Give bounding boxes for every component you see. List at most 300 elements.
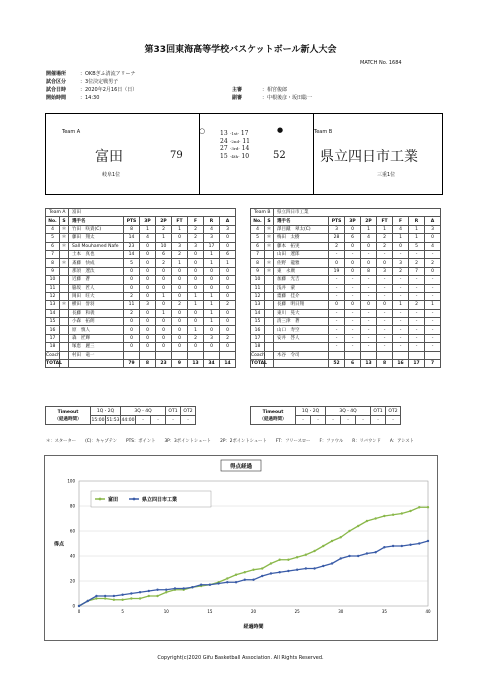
- cell: 0: [172, 343, 188, 351]
- cell: -: [329, 326, 345, 334]
- cell: 0: [156, 343, 172, 351]
- cell: 6: [46, 242, 60, 250]
- cell: [60, 326, 69, 334]
- cell: -: [393, 309, 409, 317]
- cell: -: [329, 334, 345, 342]
- team-a-name: 富田: [95, 149, 123, 165]
- cell: 14: [251, 309, 265, 317]
- team-b-total: 52: [273, 150, 286, 161]
- cell: -: [377, 343, 393, 351]
- cell: -: [425, 309, 441, 317]
- cell: -: [361, 276, 377, 284]
- data-point: [278, 559, 280, 561]
- cell: 0: [377, 259, 393, 267]
- cell: [172, 351, 188, 359]
- cell: 23: [124, 242, 140, 250]
- cell: [265, 326, 274, 334]
- data-point: [139, 591, 141, 593]
- timeout-header: [251, 407, 401, 416]
- cell: 0: [220, 326, 236, 334]
- cell: 2: [156, 259, 172, 267]
- cell: 34: [204, 360, 220, 368]
- data-point: [235, 581, 237, 583]
- cell: 0: [172, 326, 188, 334]
- cell: No.: [46, 217, 60, 225]
- cell: 0: [345, 267, 361, 275]
- table-title-row: [46, 209, 236, 217]
- cell: 清三津 蒼: [274, 318, 329, 326]
- cell: 5: [409, 242, 425, 250]
- cell: -: [345, 318, 361, 326]
- data-point: [235, 574, 237, 576]
- cell: ＊: [60, 301, 69, 309]
- cell: 岡田 旺大: [69, 292, 124, 300]
- cell: -: [361, 284, 377, 292]
- cell: 0: [188, 284, 204, 292]
- data-point: [340, 557, 342, 559]
- cell: 13: [251, 301, 265, 309]
- cell: 0: [220, 309, 236, 317]
- cell: [60, 318, 69, 326]
- cell: 0: [204, 267, 220, 275]
- cell: [265, 351, 274, 359]
- cell: 2: [188, 225, 204, 233]
- data-point: [156, 595, 158, 597]
- cell: 村田 竜一: [69, 351, 124, 359]
- data-point: [392, 545, 394, 547]
- cell: 0: [377, 301, 393, 309]
- data-point: [200, 584, 202, 586]
- cell: 東 永廣: [274, 267, 329, 275]
- timeout-cell: 15:00: [91, 417, 105, 423]
- cell: 3: [220, 225, 236, 233]
- table-row: [46, 301, 236, 309]
- venue-row: 開催場所 ：OKBぎふ清流アリーナ: [46, 71, 136, 77]
- timeout-col: OT1: [371, 407, 386, 416]
- cell: -: [409, 276, 425, 284]
- data-point: [366, 520, 368, 522]
- cell: 0: [156, 267, 172, 275]
- cell: -: [393, 343, 409, 351]
- cell: -: [329, 284, 345, 292]
- cell: [329, 351, 345, 359]
- cell: 0: [124, 343, 140, 351]
- x-tick-label: 30: [338, 609, 344, 614]
- cell: 6: [345, 234, 361, 242]
- data-point: [340, 536, 342, 538]
- cell: 0: [188, 259, 204, 267]
- data-point: [252, 579, 254, 581]
- cell: FT: [377, 217, 393, 225]
- cell: 長藤 和義: [69, 309, 124, 317]
- cell: 0: [220, 276, 236, 284]
- cell: 東川 晃大: [274, 309, 329, 317]
- cell: 1: [204, 309, 220, 317]
- cell: 2P: [361, 217, 377, 225]
- data-point: [270, 562, 272, 564]
- cell: [265, 292, 274, 300]
- data-point: [95, 597, 97, 599]
- table-row: [46, 292, 236, 300]
- cell: 6: [345, 360, 361, 368]
- cell: 1: [156, 234, 172, 242]
- cell: 1: [377, 225, 393, 233]
- cell: 0: [220, 234, 236, 242]
- cell: -: [377, 292, 393, 300]
- cell: 5: [46, 234, 60, 242]
- cell: 1: [156, 292, 172, 300]
- team-name: 県立四日市工業: [274, 209, 441, 217]
- cell: 0: [188, 250, 204, 258]
- table-row: [46, 242, 236, 250]
- data-point: [305, 554, 307, 556]
- header-row: [46, 217, 236, 225]
- cell: 1: [204, 301, 220, 309]
- chart-title: 得点経過: [229, 464, 253, 470]
- cell: [265, 284, 274, 292]
- table-row: [46, 276, 236, 284]
- x-axis-label: 経過時間: [243, 624, 264, 630]
- table-row: [251, 301, 441, 309]
- cell: -: [345, 326, 361, 334]
- cell: [393, 351, 409, 359]
- cell: -: [425, 292, 441, 300]
- cell: 0: [124, 326, 140, 334]
- cell: 14: [220, 360, 236, 368]
- cell: 8: [140, 360, 156, 368]
- x-tick-label: 35: [381, 609, 387, 614]
- cell: 0: [329, 259, 345, 267]
- cell: FT: [172, 217, 188, 225]
- cell: 1: [220, 259, 236, 267]
- cell: -: [329, 318, 345, 326]
- data-point: [121, 599, 123, 601]
- y-tick-label: 40: [69, 553, 75, 559]
- y-tick-label: 100: [67, 478, 75, 484]
- cell: [156, 351, 172, 359]
- cell: 18: [251, 343, 265, 351]
- cell: PTS: [124, 217, 140, 225]
- cell: 0: [172, 276, 188, 284]
- cell: -: [409, 250, 425, 258]
- table-row: [46, 267, 236, 275]
- cell: 2: [188, 234, 204, 242]
- cell: 0: [172, 318, 188, 326]
- cell: 安井 啓人: [274, 334, 329, 342]
- cell: 0: [220, 242, 236, 250]
- team-name: 富田: [69, 209, 236, 217]
- cell: 3: [393, 259, 409, 267]
- cell: ＊: [265, 259, 274, 267]
- cell: 0: [140, 242, 156, 250]
- cell: 長藤 明日翔: [274, 301, 329, 309]
- cell: [60, 309, 69, 317]
- cell: -: [425, 276, 441, 284]
- cell: -: [377, 326, 393, 334]
- cell: ＊: [60, 259, 69, 267]
- cell: [60, 334, 69, 342]
- cell: 1: [361, 225, 377, 233]
- team-a-timeouts: [45, 406, 196, 425]
- cell: 0: [140, 292, 156, 300]
- cell: 0: [124, 276, 140, 284]
- data-point: [209, 584, 211, 586]
- cell: 0: [345, 259, 361, 267]
- cell: [409, 351, 425, 359]
- cell: 0: [345, 225, 361, 233]
- x-tick-label: 0: [77, 609, 81, 614]
- data-point: [401, 545, 403, 547]
- cell: 11: [251, 284, 265, 292]
- table-row: [251, 343, 441, 351]
- data-point: [366, 552, 368, 554]
- cell: 14: [124, 234, 140, 242]
- data-point: [392, 514, 394, 516]
- cell: 0: [188, 343, 204, 351]
- cell: 2: [172, 250, 188, 258]
- data-point: [401, 512, 403, 514]
- data-point: [261, 567, 263, 569]
- y-tick-label: 20: [69, 578, 75, 584]
- cell: [188, 351, 204, 359]
- cell: F: [188, 217, 204, 225]
- timeout-cell: -: [296, 416, 311, 425]
- cell: 2: [220, 334, 236, 342]
- cell: [124, 351, 140, 359]
- cell: 3P: [140, 217, 156, 225]
- cell: -: [377, 276, 393, 284]
- cell: 0: [425, 267, 441, 275]
- cell: -: [425, 284, 441, 292]
- cell: 0: [140, 259, 156, 267]
- cell: 2: [124, 309, 140, 317]
- cell: 0: [172, 334, 188, 342]
- division-row: 試合区分 ：3位決定戦男子: [46, 79, 119, 85]
- data-point: [165, 589, 167, 591]
- cell: -: [345, 250, 361, 258]
- cell: 19: [329, 267, 345, 275]
- cell: 3: [204, 234, 220, 242]
- cell: 0: [140, 334, 156, 342]
- cell: 竹田 咲貴(C): [69, 225, 124, 233]
- cell: -: [425, 326, 441, 334]
- team-label: Team B: [251, 209, 274, 217]
- cell: 4: [361, 234, 377, 242]
- cell: 浅井 蒙: [274, 284, 329, 292]
- data-point: [165, 591, 167, 593]
- cell: 14: [124, 250, 140, 258]
- cell: 7: [251, 250, 265, 258]
- cell: Coach: [251, 352, 265, 358]
- cell: 選手名: [274, 217, 329, 225]
- timeout-label: Timeout （経過時間）: [46, 407, 91, 425]
- x-tick-label: 20: [250, 609, 257, 614]
- cell: 0: [220, 318, 236, 326]
- table-row: [46, 284, 236, 292]
- cell: 0: [124, 334, 140, 342]
- cell: TOTAL: [46, 361, 62, 367]
- cell: -: [393, 326, 409, 334]
- table-row: [251, 242, 441, 250]
- cell: 2: [393, 267, 409, 275]
- data-point: [104, 595, 106, 597]
- cell: 52: [329, 360, 345, 368]
- team-b-label: Team B: [314, 129, 333, 135]
- timeout-col: OT2: [386, 407, 401, 416]
- timeout-col: 3Q・4Q: [121, 407, 166, 416]
- legend-marker: [99, 498, 102, 501]
- cell: 0: [204, 284, 220, 292]
- cell: 0: [329, 301, 345, 309]
- cell: 1: [204, 318, 220, 326]
- cell: 1: [204, 250, 220, 258]
- cell: 0: [361, 242, 377, 250]
- cell: 13: [188, 360, 204, 368]
- cell: -: [361, 309, 377, 317]
- timeout-cell: 51:53: [106, 417, 120, 423]
- cell: 28: [329, 234, 345, 242]
- cell: 斎藤 快成: [69, 259, 124, 267]
- cell: 藤本 拓実: [274, 242, 329, 250]
- score-progress-chart: [44, 455, 438, 641]
- cell: 選手名: [69, 217, 124, 225]
- cell: 0: [156, 284, 172, 292]
- cell: 6: [156, 250, 172, 258]
- cell: 4: [46, 225, 60, 233]
- table-row: [251, 234, 441, 242]
- cell: [265, 276, 274, 284]
- team-label: Team A: [46, 209, 69, 217]
- cell: -: [361, 292, 377, 300]
- data-point: [357, 525, 359, 527]
- data-point: [148, 595, 150, 597]
- timeout-cell: -: [326, 416, 341, 425]
- cell: 0: [140, 276, 156, 284]
- cell: [265, 309, 274, 317]
- cell: -: [377, 334, 393, 342]
- cell: F: [393, 217, 409, 225]
- cell: 0: [172, 234, 188, 242]
- x-tick-label: 40: [425, 609, 431, 614]
- total-row: [251, 360, 441, 368]
- umpire-row: 副審 ：中根後彦・坂田聡一: [232, 95, 313, 101]
- cell: 0: [361, 259, 377, 267]
- table-row: [251, 276, 441, 284]
- cell: -: [393, 292, 409, 300]
- chart-svg: [45, 456, 437, 640]
- cell: 7: [46, 250, 60, 258]
- y-tick-label: 60: [69, 528, 75, 534]
- cell: -: [361, 318, 377, 326]
- timeout-col: 3Q・4Q: [326, 407, 371, 416]
- cell: 3: [188, 242, 204, 250]
- cell: 3: [377, 267, 393, 275]
- cell: 2: [156, 225, 172, 233]
- cell: 3: [425, 225, 441, 233]
- cell: [265, 301, 274, 309]
- cell: -: [409, 334, 425, 342]
- cell: [60, 276, 69, 284]
- timeout-header: [46, 407, 196, 416]
- timeout-col: OT2: [181, 407, 196, 416]
- page-title: 第33回東海高等学校バスケットボール新人大会: [144, 45, 337, 55]
- cell: 2: [409, 301, 425, 309]
- cell: 土本 真也: [69, 250, 124, 258]
- cell: S: [265, 217, 274, 225]
- cell: TOTAL: [251, 361, 267, 367]
- table-row: [46, 309, 236, 317]
- table-row: [251, 334, 441, 342]
- y-tick-label: 0: [72, 603, 75, 609]
- cell: 1: [409, 234, 425, 242]
- legend-label: 県立四日市工業: [142, 497, 178, 503]
- data-point: [244, 571, 246, 573]
- table-row: [251, 292, 441, 300]
- cell: Coach: [46, 352, 60, 358]
- cell: 1: [172, 225, 188, 233]
- cell: 0: [345, 301, 361, 309]
- cell: 0: [204, 343, 220, 351]
- cell: 10: [46, 276, 60, 284]
- cell: A: [220, 217, 236, 225]
- cell: 1: [156, 309, 172, 317]
- cell: 0: [140, 326, 156, 334]
- cell: 0: [156, 276, 172, 284]
- match-number: MATCH No. 1684: [360, 60, 402, 66]
- legend-abbreviations: ＊：スターター (C)：キャプテン PTS：ポイント 3P：3ポイントシュート 2P：2ポイントシュート FT：フリースロー F：ファウル R：リバウンド A：アシスト: [46, 439, 414, 444]
- cell: 山田 遼郎: [274, 250, 329, 258]
- cell: 藤田 翔太: [69, 234, 124, 242]
- data-point: [348, 530, 350, 532]
- cell: 0: [361, 301, 377, 309]
- cell: 0: [156, 301, 172, 309]
- cell: [425, 351, 441, 359]
- cell: -: [377, 284, 393, 292]
- table-row: [251, 250, 441, 258]
- cell: 山口 寿空: [274, 326, 329, 334]
- cell: 小森 拓朗: [69, 318, 124, 326]
- cell: R: [204, 217, 220, 225]
- cell: 11: [124, 301, 140, 309]
- cell: 10: [156, 242, 172, 250]
- cell: 4: [425, 242, 441, 250]
- cell: -: [409, 318, 425, 326]
- cell: -: [345, 284, 361, 292]
- y-tick-label: 80: [69, 503, 75, 509]
- cell: 14: [46, 309, 60, 317]
- data-point: [130, 592, 132, 594]
- cell: [274, 360, 329, 368]
- table-row: [46, 225, 236, 233]
- cell: 0: [124, 267, 140, 275]
- data-point: [104, 597, 106, 599]
- cell: 8: [251, 259, 265, 267]
- cell: 2: [172, 301, 188, 309]
- cell: -: [329, 250, 345, 258]
- cell: -: [409, 343, 425, 351]
- cell: [60, 267, 69, 275]
- cell: 1: [393, 301, 409, 309]
- data-point: [348, 555, 350, 557]
- cell: 1: [140, 225, 156, 233]
- cell: 脇坂 匠人: [69, 284, 124, 292]
- cell: 0: [393, 242, 409, 250]
- cell: 16: [393, 360, 409, 368]
- cell: 17: [251, 334, 265, 342]
- cell: 澤目蹴 翠太(C): [274, 225, 329, 233]
- cell: 2P: [156, 217, 172, 225]
- cell: -: [361, 343, 377, 351]
